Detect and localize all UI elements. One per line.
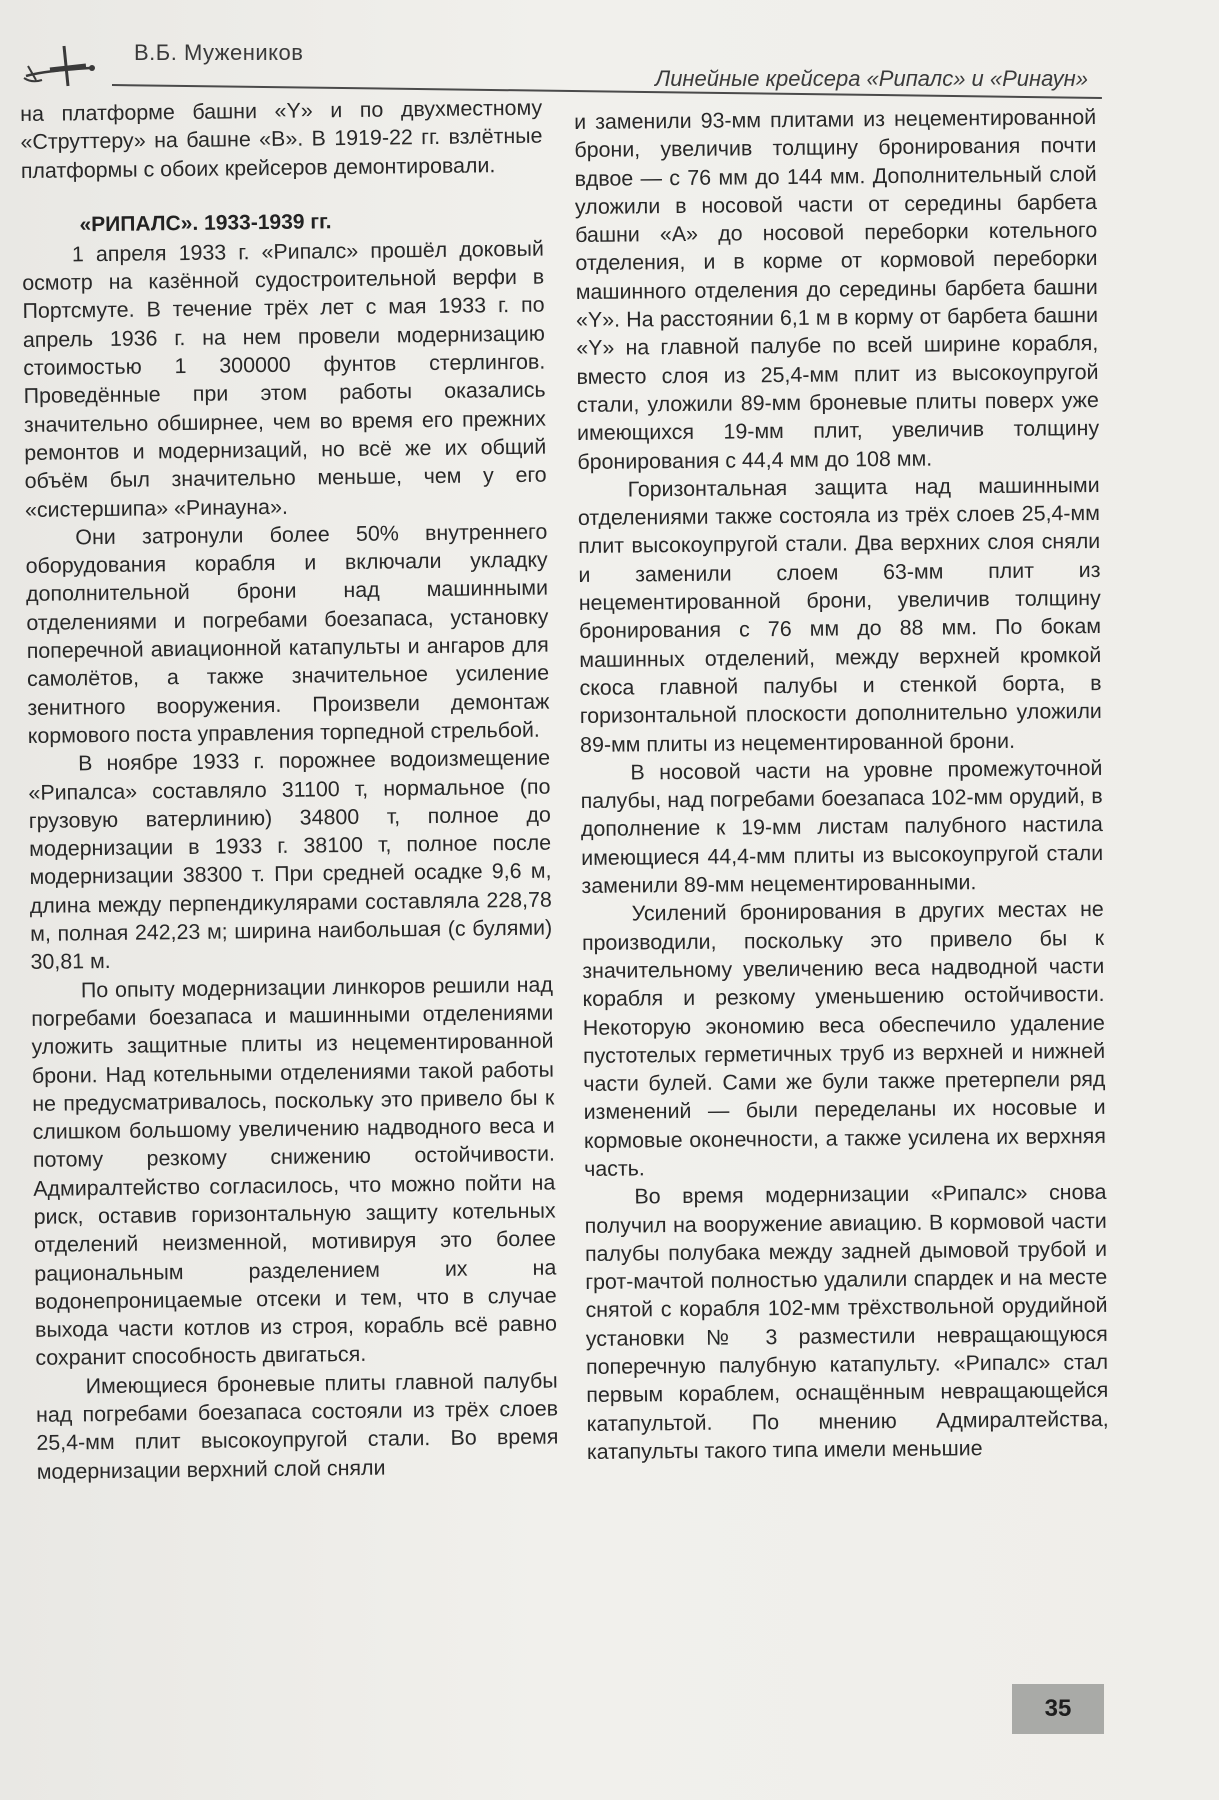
paragraph: По опыту модернизации линкоров решили над погребами боезапаса и машинными отделениями уложить защитные плиты из нецементированной брони. Над котельными отделениями такой работы не предусматривалось, поскольку это привело бы к слишком большому увеличению надводного веса и потому резкому снижению остойчивости. Адмиралтейство согласилось, что можно пойти на риск, оставив горизонтальную защиту котельных отделений неизменной, мотивируя это более рациональным разделением их на водонепроницаемые отсеки и тем, что в случае выхода части котлов из строя, корабль всё равно сохранит способность двигаться. <box>31 972 558 1371</box>
section-heading: «РИПАЛС». 1933-1939 гг. <box>79 210 332 237</box>
paragraph: 1 апреля 1933 г. «Рипалс» прошёл доковый осмотр на казённой судостроительной верфи в Портсмуте. В течение трёх лет с мая 1933 г. по апрель 1936 г. на нем провели модернизацию стоимостью 1 300000 фунтов стерлингов. Проведённые при этом работы оказались значительно обширнее, чем во время его прежних ремонтов и модернизаций, но всё же их общий объём был значительно меньше, чем у его «систершипа» «Ринауна». <box>22 236 547 522</box>
paragraph: В ноябре 1933 г. порожнее водоизмещение «Рипалса» составляло 31100 т, нормальное (по грузовую ватерлинию) 34800 т, полное до модернизации в 1933 г. 38100 т, полное после модернизации 38300 т. При средней осадке 9,6 м, длина между перпендикулярами составляла 228,78 м, полная 242,23 м; ширина наибольшая (с булями) 30,81 м. <box>28 745 553 975</box>
page-number: 35 <box>1012 1684 1104 1734</box>
right-text-column <box>574 103 1109 1466</box>
paragraph: Имеющиеся броневые плиты главной палубы над погребами боезапаса состояли из трёх слоев 25,4-мм плит высокоупругой стали. Во время модернизации верхний слой сняли <box>35 1368 559 1484</box>
aircraft-logo-icon <box>20 36 108 96</box>
paragraph: В носовой части на уровне промежуточной палубы, над погребами боезапаса 102-мм орудий, в дополнение к 19-мм листам палубного настила имеющиеся 44,4-мм плиты из высокоупругой стали заменили 89-мм нецементированными. <box>580 755 1104 898</box>
author-name: В.Б. Мужеников <box>134 40 304 65</box>
paragraph: на платформе башни «Y» и по двухместному «Струттеру» на башне «B». В 1919-22 гг. взлётные платформы с обоих крейсеров демонтировали. <box>20 95 543 183</box>
paragraph: Горизонтальная защита над машинными отделениями также состояла из трёх слоев 25,4-мм плит высокоупругой стали. Два верхних слоя сняли и заменили слоем 63-мм плит из нецементированной брони, увеличив толщину бронирования с 76 мм до 88 мм. По бокам машинных отделений, между верхней кромкой скоса главной палубы и стенкой борта, в горизонтальной плоскости дополнительно уложили 89-мм плиты из нецементированной брони. <box>577 472 1102 757</box>
paragraph: Они затронули более 50% внутреннего оборудования корабля и включали укладку дополнительной брони над машинными отделениями и погребами боезапаса, установку поперечной авиационной катапульты и ангаров для самолётов, а также значительное усиление зенитного вооружения. Произвели демонтаж кормового поста управления торпедной стрельбой. <box>25 519 550 748</box>
left-text-column <box>20 94 559 1486</box>
paragraph: и заменили 93-мм плитами из нецементированной брони, увеличив толщину бронирования почти вдвое — с 76 мм до 144 мм. Дополнительный слой уложили в носовой части от середины барбета башни «А» до носовой переборки котельного отделения, и в корме от кормовой переборки машинного отделения до середины барбета башни «Y». На расстоянии 6,1 м в корму от барбета башни «Y» на главной палубе по всей ширине корабля, вместо слоя из 25,4-мм плит из высокоупругой стали, уложили 89-мм броневые плиты поверх уже имеющихся 19-мм плит, увеличив толщину бронирования с 44,4 мм до 108 мм. <box>574 104 1100 474</box>
paragraph: Усилений бронирования в других местах не производили, поскольку это привело бы к значительному увеличению веса надводной части корабля и резкому уменьшению остойчивости. Некоторую экономию веса обеспечило удаление пустотелых герметичных труб из верхней и нижней части булей. Сами же були также претерпели ряд изменений — были переделаны их носовые и кормовые оконечности, а также усилена их верхняя часть. <box>581 897 1107 1181</box>
book-title: Линейные крейсера «Рипалс» и «Ринаун» <box>655 66 1088 91</box>
paragraph: Во время модернизации «Рипалс» снова получил на вооружение авиацию. В кормовой части палубы полубака между задней дымовой трубой и грот-мачтой полностью удалили спардек и на месте снятой с корабля 102-мм трёхствольной орудийной установки № 3 разместили невращающуюся поперечную палубную катапульту. «Рипалс» стал первым кораблем, оснащённым невращающейся катапультой. По мнению Адмиралтейства, катапульты такого типа имели меньшие <box>584 1180 1109 1464</box>
running-header <box>16 22 1116 102</box>
